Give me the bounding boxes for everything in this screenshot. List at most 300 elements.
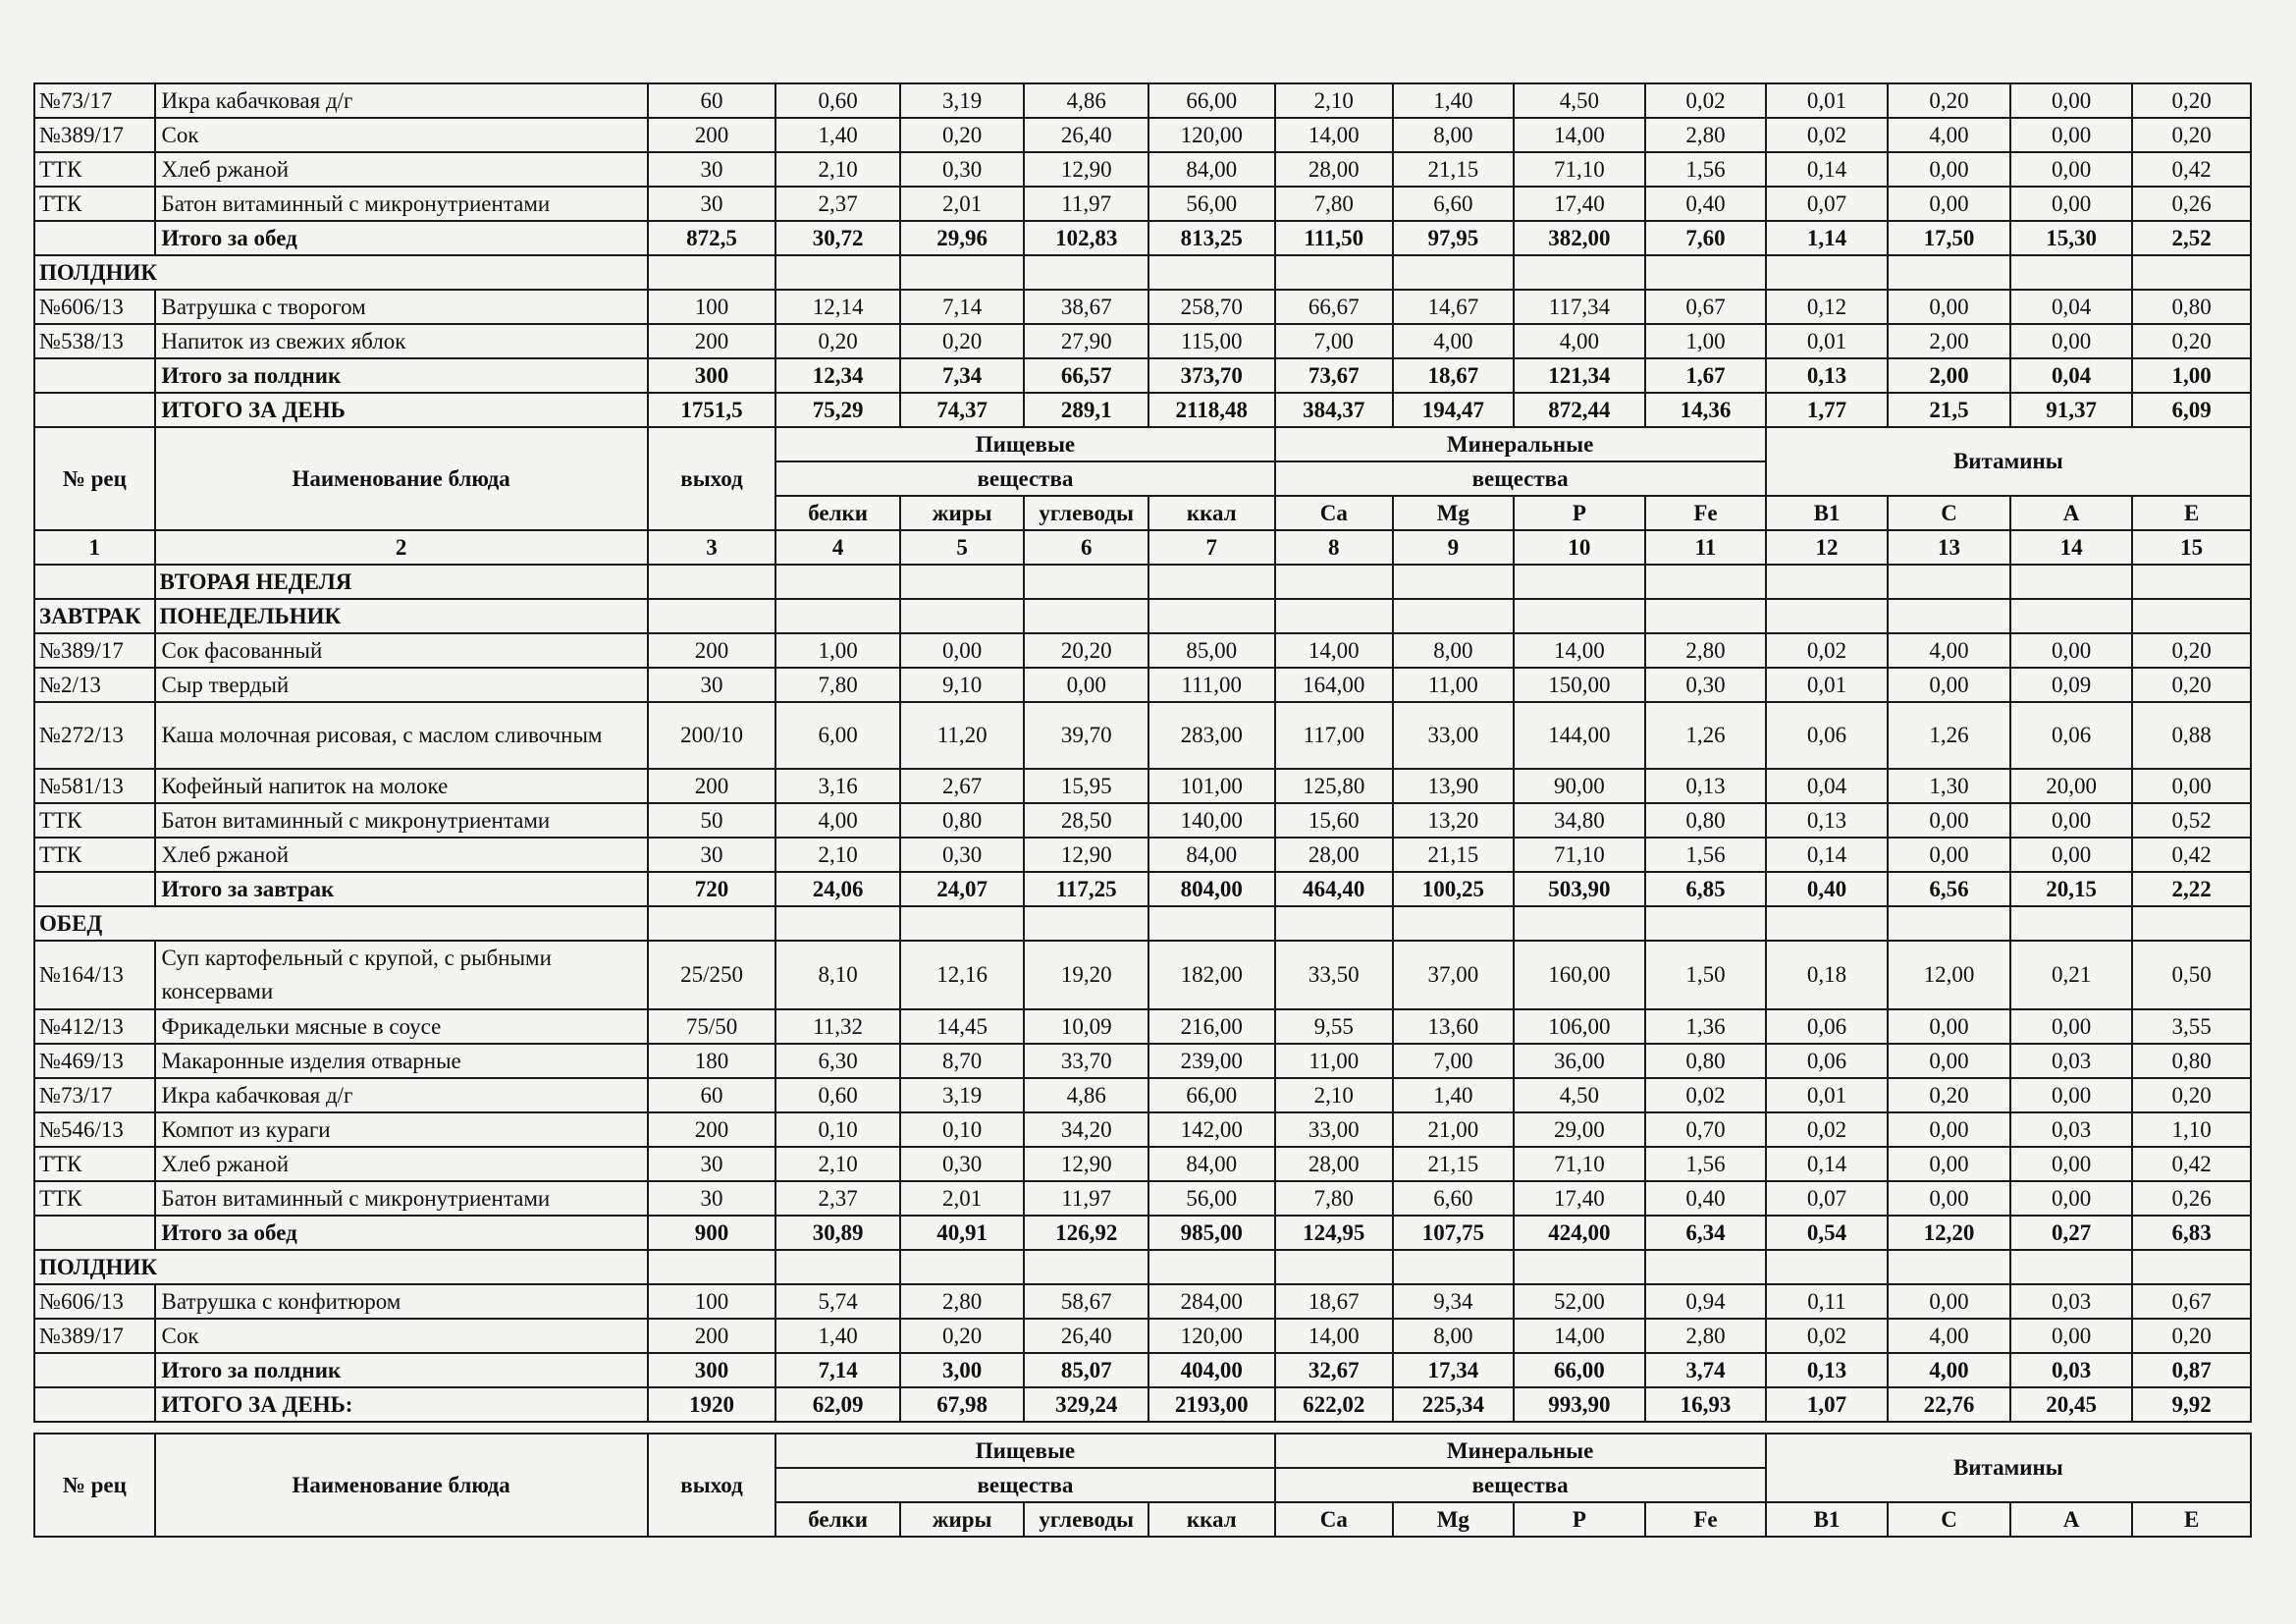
value-cell: 14,00: [1514, 1319, 1646, 1353]
value-cell: 100: [648, 290, 776, 324]
value-cell: 22,76: [1888, 1387, 2010, 1422]
value-cell: 19,20: [1024, 941, 1148, 1009]
value-cell: 24,06: [775, 872, 900, 906]
table-row: [34, 1078, 2251, 1112]
value-cell: 3,19: [900, 1078, 1025, 1112]
value-cell: 0,04: [2010, 358, 2133, 393]
value-cell: 15,95: [1024, 769, 1148, 803]
value-cell: 52,00: [1514, 1284, 1646, 1319]
value-cell: 0,00: [2010, 83, 2133, 118]
value-cell: 0,80: [2132, 290, 2251, 324]
recipe-code: ТТК: [34, 1147, 155, 1181]
value-cell: 0,20: [775, 324, 900, 358]
column-number: 5: [900, 530, 1025, 565]
header-nutrients-2: вещества: [775, 461, 1274, 496]
empty-cell: [1766, 599, 1889, 633]
table-row: [34, 941, 2251, 1009]
value-cell: 9,10: [900, 668, 1025, 702]
value-cell: 0,30: [900, 838, 1025, 872]
value-cell: 872,5: [648, 221, 776, 255]
value-cell: 329,24: [1024, 1387, 1148, 1422]
empty-cell: [2010, 1250, 2133, 1284]
value-cell: 26,40: [1024, 118, 1148, 152]
dish-name: Итого за обед: [155, 221, 648, 255]
section-row: [34, 1250, 2251, 1284]
value-cell: 21,15: [1393, 1147, 1514, 1181]
value-cell: 0,87: [2132, 1353, 2251, 1387]
value-cell: 0,10: [775, 1112, 900, 1147]
value-cell: 12,16: [900, 941, 1025, 1009]
value-cell: 0,30: [900, 152, 1025, 187]
recipe-code: ТТК: [34, 152, 155, 187]
value-cell: 1,56: [1645, 838, 1766, 872]
value-cell: 6,34: [1645, 1216, 1766, 1250]
day-row: [34, 599, 2251, 633]
header-nutrients: Пищевые: [775, 427, 1274, 461]
value-cell: 0,67: [2132, 1284, 2251, 1319]
empty-cell: [2132, 565, 2251, 599]
value-cell: 1,56: [1645, 1147, 1766, 1181]
value-cell: 0,10: [900, 1112, 1025, 1147]
header-protein: белки: [775, 496, 900, 530]
value-cell: 0,80: [1645, 1044, 1766, 1078]
value-cell: 21,00: [1393, 1112, 1514, 1147]
value-cell: 2,10: [1275, 1078, 1394, 1112]
value-cell: 0,20: [900, 324, 1025, 358]
recipe-code: [34, 1353, 155, 1387]
recipe-code: №469/13: [34, 1044, 155, 1078]
value-cell: 1,07: [1766, 1387, 1889, 1422]
recipe-code: №272/13: [34, 702, 155, 769]
week-label: ВТОРАЯ НЕДЕЛЯ: [155, 565, 648, 599]
dish-name: Напиток из свежих яблок: [155, 324, 648, 358]
value-cell: 1,40: [775, 118, 900, 152]
empty-cell: [775, 906, 900, 941]
value-cell: 0,00: [2132, 769, 2251, 803]
empty-cell: [648, 906, 776, 941]
value-cell: 117,25: [1024, 872, 1148, 906]
header-nutrients: Пищевые: [775, 1434, 1274, 1468]
value-cell: 28,00: [1275, 1147, 1394, 1181]
value-cell: 0,02: [1766, 1112, 1889, 1147]
value-cell: 6,00: [775, 702, 900, 769]
value-cell: 0,70: [1645, 1112, 1766, 1147]
column-number: 14: [2010, 530, 2133, 565]
value-cell: 0,09: [2010, 668, 2133, 702]
value-cell: 0,00: [2010, 633, 2133, 668]
header-e: E: [2132, 1502, 2251, 1537]
section-row: [34, 906, 2251, 941]
value-cell: 0,94: [1645, 1284, 1766, 1319]
value-cell: 0,03: [2010, 1112, 2133, 1147]
value-cell: 1,00: [775, 633, 900, 668]
value-cell: 117,34: [1514, 290, 1646, 324]
value-cell: 150,00: [1514, 668, 1646, 702]
value-cell: 0,14: [1766, 838, 1889, 872]
table-row: [34, 872, 2251, 906]
empty-cell: [1645, 565, 1766, 599]
value-cell: 0,07: [1766, 1181, 1889, 1216]
value-cell: 4,00: [1888, 633, 2010, 668]
header-nutrients-2: вещества: [775, 1468, 1274, 1502]
value-cell: 124,95: [1275, 1216, 1394, 1250]
value-cell: 33,00: [1393, 702, 1514, 769]
recipe-code: [34, 221, 155, 255]
column-number: 15: [2132, 530, 2251, 565]
value-cell: 6,60: [1393, 1181, 1514, 1216]
value-cell: 30,72: [775, 221, 900, 255]
value-cell: 28,00: [1275, 838, 1394, 872]
value-cell: 0,20: [2132, 118, 2251, 152]
table-row: [34, 1387, 2251, 1422]
value-cell: 18,67: [1393, 358, 1514, 393]
value-cell: 121,34: [1514, 358, 1646, 393]
empty-cell: [1514, 1250, 1646, 1284]
value-cell: 14,00: [1514, 118, 1646, 152]
value-cell: 216,00: [1148, 1009, 1275, 1044]
value-cell: 144,00: [1514, 702, 1646, 769]
value-cell: 21,5: [1888, 393, 2010, 427]
value-cell: 12,14: [775, 290, 900, 324]
value-cell: 117,00: [1275, 702, 1394, 769]
value-cell: 0,13: [1766, 358, 1889, 393]
empty-cell: [1148, 565, 1275, 599]
empty-cell: [2132, 255, 2251, 290]
value-cell: 12,90: [1024, 1147, 1148, 1181]
value-cell: 0,02: [1766, 1319, 1889, 1353]
recipe-code: №606/13: [34, 1284, 155, 1319]
value-cell: 111,00: [1148, 668, 1275, 702]
empty-cell: [1024, 906, 1148, 941]
value-cell: 300: [648, 1353, 776, 1387]
header-minerals-2: вещества: [1275, 461, 1766, 496]
table-row: [34, 1319, 2251, 1353]
value-cell: 30: [648, 187, 776, 221]
value-cell: 0,20: [2132, 633, 2251, 668]
value-cell: 74,37: [900, 393, 1025, 427]
column-number: 4: [775, 530, 900, 565]
value-cell: 200: [648, 1112, 776, 1147]
empty-cell: [648, 255, 776, 290]
dish-name: ИТОГО ЗА ДЕНЬ: [155, 393, 648, 427]
value-cell: 0,00: [1888, 1284, 2010, 1319]
value-cell: 180: [648, 1044, 776, 1078]
dish-name: Батон витаминный с микронутриентами: [155, 1181, 648, 1216]
value-cell: 284,00: [1148, 1284, 1275, 1319]
value-cell: 0,07: [1766, 187, 1889, 221]
column-number: 12: [1766, 530, 1889, 565]
recipe-code: [34, 358, 155, 393]
value-cell: 300: [648, 358, 776, 393]
value-cell: 2193,00: [1148, 1387, 1275, 1422]
value-cell: 0,00: [1888, 1009, 2010, 1044]
value-cell: 11,20: [900, 702, 1025, 769]
value-cell: 14,00: [1275, 118, 1394, 152]
table-row: [34, 118, 2251, 152]
value-cell: 4,00: [1393, 324, 1514, 358]
empty-cell: [1024, 599, 1148, 633]
value-cell: 30,89: [775, 1216, 900, 1250]
value-cell: 200: [648, 1319, 776, 1353]
value-cell: 16,93: [1645, 1387, 1766, 1422]
table-row: [34, 1009, 2251, 1044]
value-cell: 200: [648, 118, 776, 152]
empty-cell: [1766, 1250, 1889, 1284]
value-cell: 111,50: [1275, 221, 1394, 255]
nutrition-sheet: [33, 82, 2252, 1538]
value-cell: 813,25: [1148, 221, 1275, 255]
value-cell: 0,01: [1766, 668, 1889, 702]
header-carbs: углеводы: [1024, 496, 1148, 530]
empty-cell: [775, 565, 900, 599]
value-cell: 0,18: [1766, 941, 1889, 1009]
value-cell: 2,00: [1888, 324, 2010, 358]
value-cell: 12,90: [1024, 152, 1148, 187]
value-cell: 2,01: [900, 1181, 1025, 1216]
header-p: P: [1514, 496, 1646, 530]
empty-cell: [1645, 1250, 1766, 1284]
value-cell: 101,00: [1148, 769, 1275, 803]
value-cell: 0,03: [2010, 1353, 2133, 1387]
value-cell: 11,97: [1024, 187, 1148, 221]
header-fat: жиры: [900, 1502, 1025, 1537]
recipe-code: №389/17: [34, 633, 155, 668]
value-cell: 200/10: [648, 702, 776, 769]
empty-cell: [1024, 565, 1148, 599]
value-cell: 28,50: [1024, 803, 1148, 838]
value-cell: 30: [648, 152, 776, 187]
value-cell: 84,00: [1148, 152, 1275, 187]
header-vitamins: Витамины: [1766, 427, 2251, 496]
week-row: [34, 565, 2251, 599]
dish-name: Фрикадельки мясные в соусе: [155, 1009, 648, 1044]
value-cell: 7,60: [1645, 221, 1766, 255]
value-cell: 900: [648, 1216, 776, 1250]
value-cell: 1,26: [1645, 702, 1766, 769]
empty-cell: [1514, 599, 1646, 633]
value-cell: 0,50: [2132, 941, 2251, 1009]
header-name: Наименование блюда: [155, 1434, 648, 1537]
table-row: [34, 83, 2251, 118]
value-cell: 0,00: [2010, 1319, 2133, 1353]
value-cell: 8,00: [1393, 633, 1514, 668]
value-cell: 7,34: [900, 358, 1025, 393]
value-cell: 7,00: [1393, 1044, 1514, 1078]
value-cell: 34,20: [1024, 1112, 1148, 1147]
value-cell: 283,00: [1148, 702, 1275, 769]
column-number: 3: [648, 530, 776, 565]
value-cell: 1,40: [1393, 83, 1514, 118]
value-cell: 0,40: [1645, 1181, 1766, 1216]
empty-cell: [1514, 565, 1646, 599]
recipe-code: №581/13: [34, 769, 155, 803]
value-cell: 100: [648, 1284, 776, 1319]
value-cell: 56,00: [1148, 187, 1275, 221]
recipe-code: №2/13: [34, 668, 155, 702]
value-cell: 0,14: [1766, 1147, 1889, 1181]
value-cell: 15,30: [2010, 221, 2133, 255]
value-cell: 382,00: [1514, 221, 1646, 255]
value-cell: 11,00: [1275, 1044, 1394, 1078]
value-cell: 66,00: [1148, 83, 1275, 118]
empty-cell: [1024, 255, 1148, 290]
dish-name: Икра кабачковая д/г: [155, 1078, 648, 1112]
value-cell: 7,14: [775, 1353, 900, 1387]
value-cell: 7,80: [1275, 1181, 1394, 1216]
empty-cell: [1514, 255, 1646, 290]
value-cell: 0,00: [2010, 324, 2133, 358]
value-cell: 0,11: [1766, 1284, 1889, 1319]
empty-cell: [1148, 1250, 1275, 1284]
value-cell: 0,03: [2010, 1044, 2133, 1078]
value-cell: 30: [648, 1147, 776, 1181]
value-cell: 1,14: [1766, 221, 1889, 255]
dish-name: Суп картофельный с крупой, с рыбными консервами: [155, 941, 648, 1009]
empty-cell: [1888, 1250, 2010, 1284]
header-row: [34, 1434, 2251, 1468]
value-cell: 373,70: [1148, 358, 1275, 393]
value-cell: 1,77: [1766, 393, 1889, 427]
value-cell: 622,02: [1275, 1387, 1394, 1422]
header-c: C: [1888, 1502, 2010, 1537]
empty-cell: [900, 599, 1025, 633]
header-yield: выход: [648, 1434, 776, 1537]
dish-name: Батон витаминный с микронутриентами: [155, 803, 648, 838]
value-cell: 102,83: [1024, 221, 1148, 255]
value-cell: 10,09: [1024, 1009, 1148, 1044]
empty-cell: [2132, 599, 2251, 633]
value-cell: 0,06: [1766, 1009, 1889, 1044]
recipe-code: [34, 393, 155, 427]
value-cell: 66,00: [1514, 1353, 1646, 1387]
value-cell: 200: [648, 633, 776, 668]
value-cell: 9,55: [1275, 1009, 1394, 1044]
value-cell: 1,30: [1888, 769, 2010, 803]
value-cell: 0,04: [2010, 290, 2133, 324]
value-cell: 2,10: [775, 1147, 900, 1181]
header-c: C: [1888, 496, 2010, 530]
value-cell: 142,00: [1148, 1112, 1275, 1147]
column-number: 11: [1645, 530, 1766, 565]
recipe-code: [34, 1387, 155, 1422]
header-name: Наименование блюда: [155, 427, 648, 530]
empty-cell: [2132, 906, 2251, 941]
column-number: 1: [34, 530, 155, 565]
header-rec: № рец: [34, 427, 155, 530]
value-cell: 13,90: [1393, 769, 1514, 803]
recipe-code: №73/17: [34, 1078, 155, 1112]
value-cell: 26,40: [1024, 1319, 1148, 1353]
value-cell: 0,20: [2132, 1078, 2251, 1112]
value-cell: 66,67: [1275, 290, 1394, 324]
value-cell: 4,50: [1514, 1078, 1646, 1112]
value-cell: 67,98: [900, 1387, 1025, 1422]
value-cell: 258,70: [1148, 290, 1275, 324]
empty-cell: [1514, 906, 1646, 941]
value-cell: 0,00: [1888, 1112, 2010, 1147]
value-cell: 0,00: [1888, 152, 2010, 187]
value-cell: 75,29: [775, 393, 900, 427]
empty-cell: [1645, 599, 1766, 633]
value-cell: 1,40: [1393, 1078, 1514, 1112]
value-cell: 0,00: [900, 633, 1025, 668]
section-row: [34, 255, 2251, 290]
value-cell: 12,00: [1888, 941, 2010, 1009]
header-kcal: ккал: [1148, 1502, 1275, 1537]
empty-cell: [1275, 599, 1394, 633]
value-cell: 1,40: [775, 1319, 900, 1353]
section-label: ПОЛДНИК: [34, 255, 648, 290]
value-cell: 2,80: [1645, 118, 1766, 152]
value-cell: 4,00: [1888, 1319, 2010, 1353]
value-cell: 4,86: [1024, 83, 1148, 118]
value-cell: 0,14: [1766, 152, 1889, 187]
value-cell: 7,14: [900, 290, 1025, 324]
value-cell: 66,57: [1024, 358, 1148, 393]
value-cell: 200: [648, 769, 776, 803]
value-cell: 464,40: [1275, 872, 1394, 906]
value-cell: 106,00: [1514, 1009, 1646, 1044]
value-cell: 0,21: [2010, 941, 2133, 1009]
value-cell: 0,52: [2132, 803, 2251, 838]
recipe-code: [34, 872, 155, 906]
value-cell: 503,90: [1514, 872, 1646, 906]
dish-name: Икра кабачковая д/г: [155, 83, 648, 118]
value-cell: 85,07: [1024, 1353, 1148, 1387]
value-cell: 34,80: [1514, 803, 1646, 838]
header-fe: Fe: [1645, 1502, 1766, 1537]
value-cell: 29,96: [900, 221, 1025, 255]
value-cell: 0,00: [1888, 668, 2010, 702]
value-cell: 2,80: [1645, 1319, 1766, 1353]
value-cell: 28,00: [1275, 152, 1394, 187]
value-cell: 2,52: [2132, 221, 2251, 255]
table-row: [34, 290, 2251, 324]
value-cell: 13,60: [1393, 1009, 1514, 1044]
value-cell: 14,00: [1514, 633, 1646, 668]
value-cell: 0,20: [1888, 1078, 2010, 1112]
value-cell: 24,07: [900, 872, 1025, 906]
value-cell: 289,1: [1024, 393, 1148, 427]
value-cell: 225,34: [1393, 1387, 1514, 1422]
value-cell: 0,00: [1888, 1181, 2010, 1216]
value-cell: 17,50: [1888, 221, 2010, 255]
value-cell: 6,83: [2132, 1216, 2251, 1250]
value-cell: 1,26: [1888, 702, 2010, 769]
table-row: [34, 324, 2251, 358]
recipe-code: №538/13: [34, 324, 155, 358]
recipe-code: ТТК: [34, 803, 155, 838]
dish-name: Макаронные изделия отварные: [155, 1044, 648, 1078]
breakfast-label: ЗАВТРАК: [34, 599, 155, 633]
value-cell: 0,06: [1766, 702, 1889, 769]
value-cell: 0,01: [1766, 1078, 1889, 1112]
value-cell: 3,74: [1645, 1353, 1766, 1387]
empty-cell: [900, 906, 1025, 941]
table-row: [34, 803, 2251, 838]
value-cell: 4,00: [775, 803, 900, 838]
value-cell: 20,20: [1024, 633, 1148, 668]
value-cell: 36,00: [1514, 1044, 1646, 1078]
nutrition-table: [33, 82, 2252, 1538]
value-cell: 0,00: [2010, 1078, 2133, 1112]
value-cell: 0,00: [2010, 187, 2133, 221]
value-cell: 14,00: [1275, 1319, 1394, 1353]
value-cell: 0,27: [2010, 1216, 2133, 1250]
value-cell: 3,00: [900, 1353, 1025, 1387]
value-cell: 0,40: [1645, 187, 1766, 221]
value-cell: 20,15: [2010, 872, 2133, 906]
